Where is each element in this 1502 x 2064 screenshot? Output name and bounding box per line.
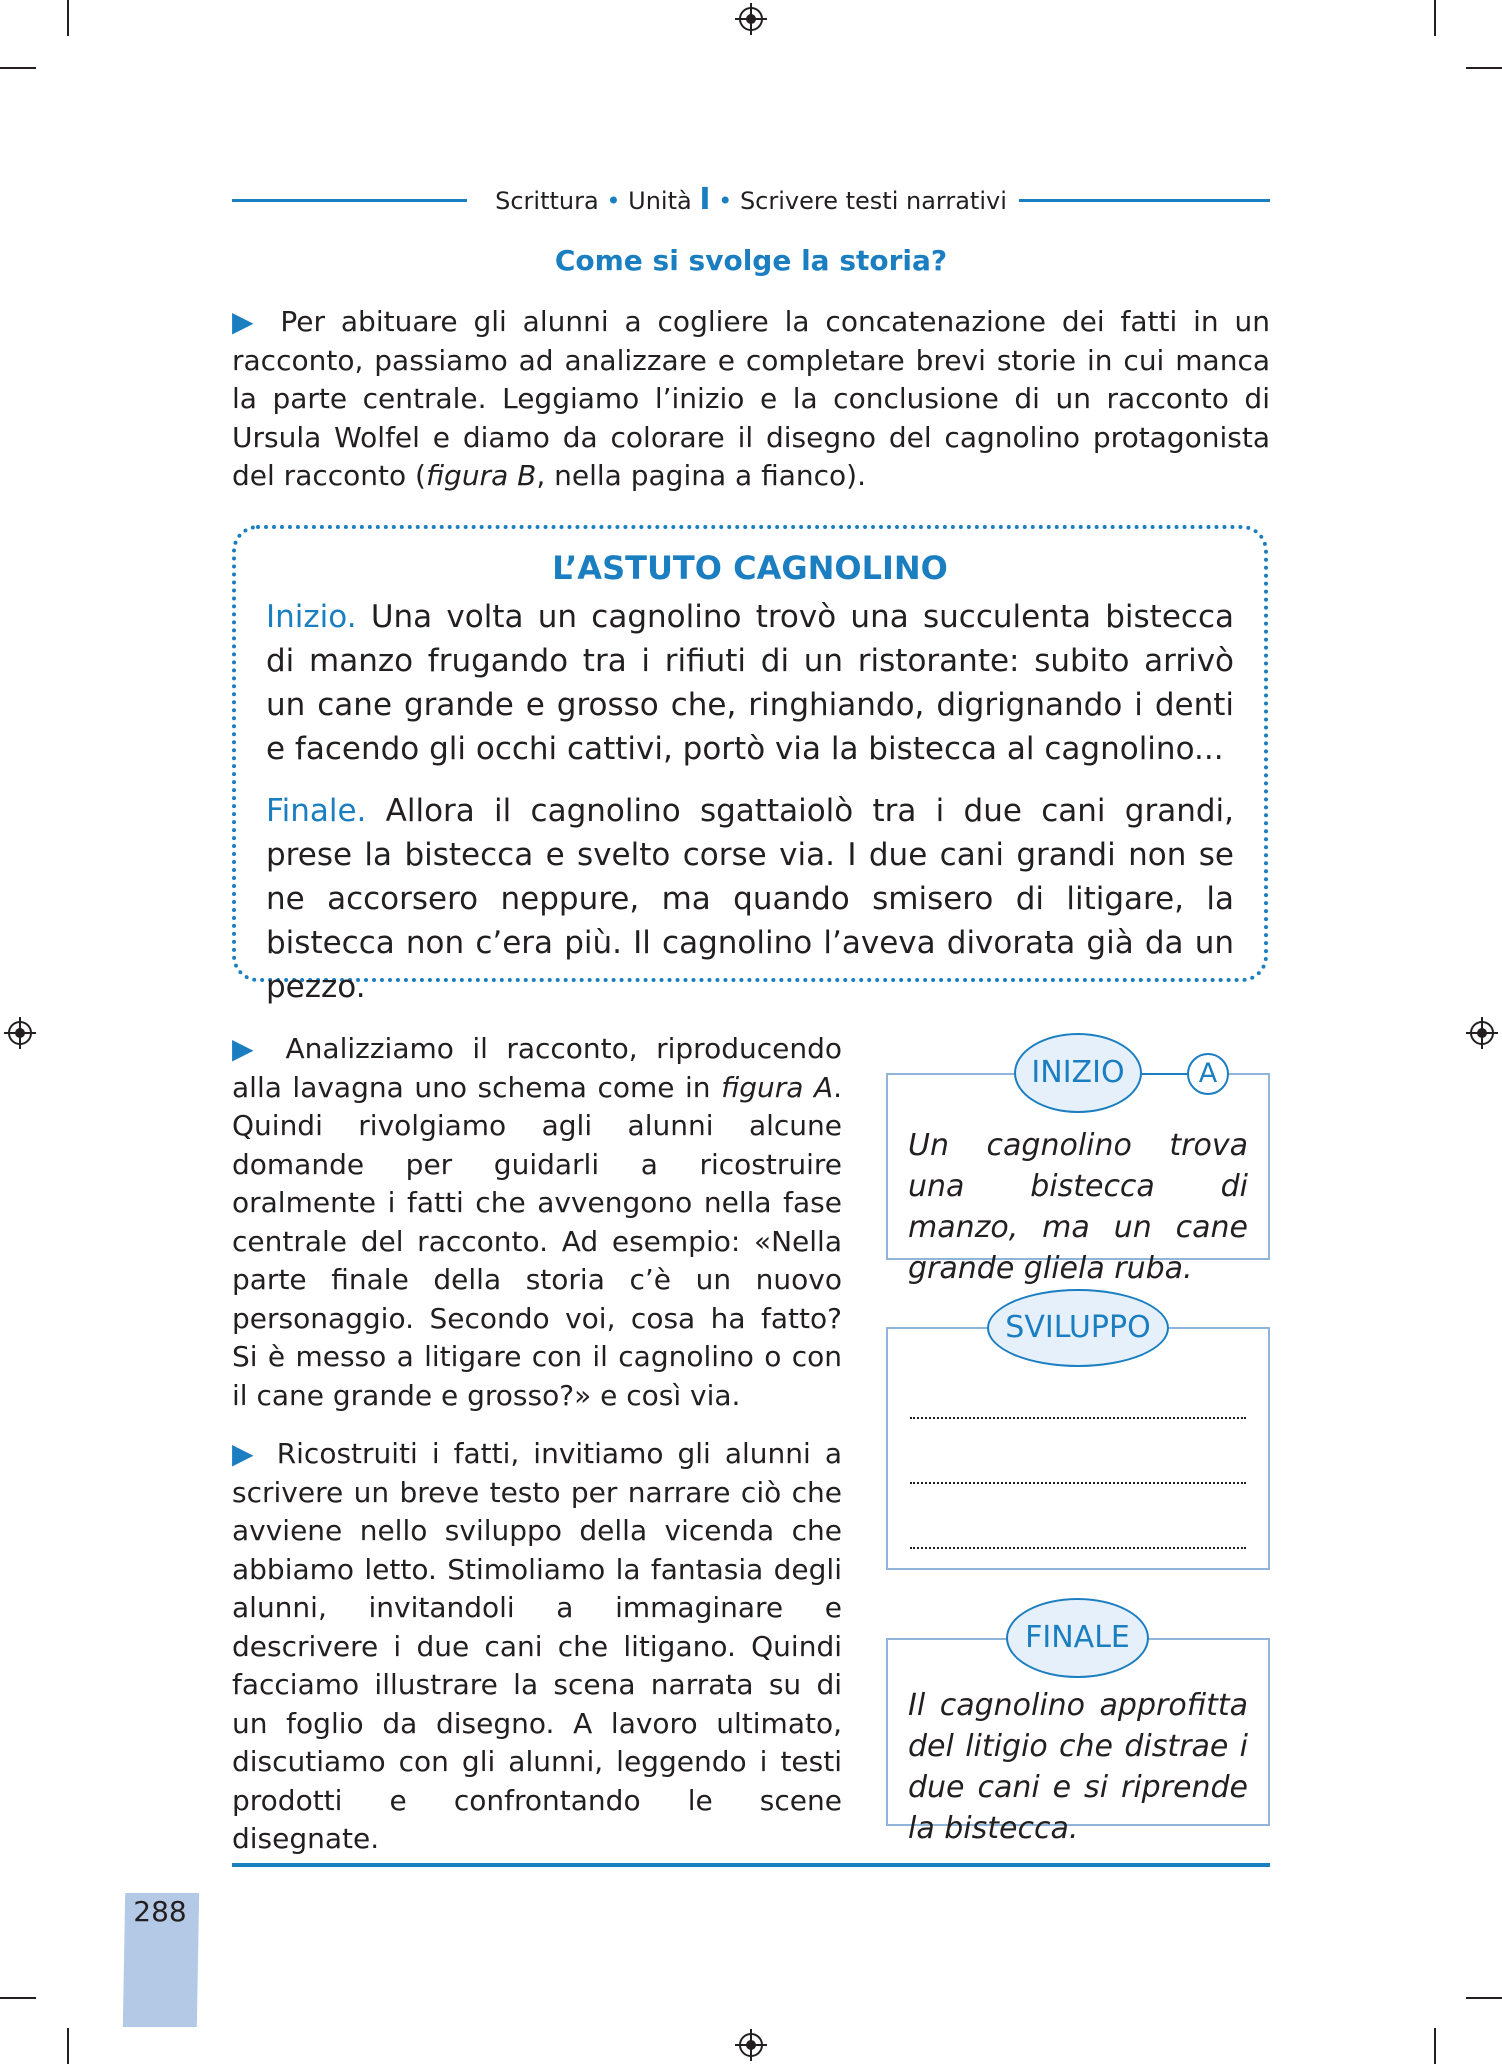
scheme-inizio-text: Un cagnolino trova una bistecca di manzo, ma un cane grande gliela ruba. xyxy=(908,1128,1248,1286)
figure-connector xyxy=(1142,1073,1188,1075)
header-section: Scrittura xyxy=(495,187,599,215)
story-inizio xyxy=(266,595,1234,771)
crop-mark xyxy=(67,2028,69,2064)
inizio-text: Una volta un cagnolino trovò una succulenta bistecca di manzo frugando tra i rifiuti di un ristorante: subito arrivò un cane grande e grosso che, ringhiando, digrignando i denti e facendo gli occhi cattivi, portò via la bistecca al cagnolino... xyxy=(266,599,1234,767)
header-unit-number: I xyxy=(699,182,711,217)
scheme-finale-text: Il cagnolino approfitta del litigio che distrae i due cani e si riprende la bistecca. xyxy=(908,1688,1248,1846)
arrow-icon: ▶ xyxy=(232,305,261,338)
running-header xyxy=(232,180,1270,220)
intro-paragraph xyxy=(232,303,1270,496)
header-separator: • xyxy=(718,187,733,215)
finale-text: Allora il cagnolino sgattaiolò tra i due cani grandi, prese la bistecca e svelto corse via. I due cani grandi non se ne accorsero neppure, ma quando smisero di litigare, la bistecca non c’era più. Il cagnolino l’aveva divorata già da un pezzo. xyxy=(266,793,1234,1005)
scheme-oval-inizio: INIZIO xyxy=(1014,1033,1142,1113)
header-separator: • xyxy=(606,187,621,215)
blank-line xyxy=(910,1547,1246,1549)
writing-paragraph xyxy=(232,1435,842,1859)
blank-line xyxy=(910,1417,1246,1419)
figure-label: A xyxy=(1187,1053,1229,1095)
header-unit-label: Unità xyxy=(628,187,692,215)
inizio-label: Inizio. xyxy=(266,599,357,635)
story-finale xyxy=(266,789,1234,1009)
story-title: L’ASTUTO CAGNOLINO xyxy=(552,549,948,587)
header-topic: Scrivere testi narrativi xyxy=(739,187,1007,215)
bottom-rule xyxy=(232,1863,1270,1867)
crop-mark xyxy=(67,0,69,36)
arrow-icon: ▶ xyxy=(232,1032,264,1065)
arrow-icon: ▶ xyxy=(232,1437,259,1470)
analysis-text: Analizziamo il racconto, riproducendo alla lavagna uno schema come in xyxy=(232,1032,842,1104)
intro-text: Per abituare gli alunni a cogliere la concatenazione dei fatti in un racconto, passiamo ad analizzare e completare brevi storie in cui manca la parte centrale. Leggiamo l’inizio e la conclusione di un racconto di Ursula Wolfel e diamo da colorare il disegno del cagnolino protagonista del racconto ( xyxy=(232,305,1270,492)
scheme-oval-sviluppo: SVILUPPO xyxy=(987,1289,1169,1367)
story-box xyxy=(232,525,1268,1005)
analysis-figure-ref: figura A xyxy=(721,1070,834,1104)
header-title xyxy=(232,182,1270,217)
analysis-text-end: . Quindi rivolgiamo agli alunni alcune domande per guidarli a ricostruire oralmente i fatti che avvengono nella fase centrale del racconto. Ad esempio: «Nella parte finale della storia c’è un nuovo personaggio. Secondo voi, cosa ha fatto? Si è messo a litigare con il cagnolino o con il cane grande e grosso?» e così via. xyxy=(232,1070,842,1412)
registration-mark-icon xyxy=(739,2033,763,2057)
page-number: 288 xyxy=(133,1895,187,1928)
blank-line xyxy=(910,1482,1246,1484)
registration-mark-icon xyxy=(1470,1021,1494,1045)
writing-text: Ricostruiti i fatti, invitiamo gli alunni a scrivere un breve testo per narrare ciò che avviene nello sviluppo della vicenda che abbiamo letto. Stimoliamo la fantasia degli alunni, invitandoli a immaginare e descrivere i due cani che litigano. Quindi facciamo illustrare la scena narrata su di un foglio da disegno. A lavoro ultimato, discutiamo con gli alunni, leggendo i testi prodotti e confrontando le scene disegnate. xyxy=(232,1437,842,1855)
crop-mark xyxy=(1466,67,1502,69)
intro-text-end: , nella pagina a fianco). xyxy=(536,459,866,492)
registration-mark-icon xyxy=(8,1021,32,1045)
crop-mark xyxy=(1466,1997,1502,1999)
intro-figure-ref: figura B xyxy=(425,459,537,492)
registration-mark-icon xyxy=(739,7,763,31)
crop-mark xyxy=(0,1997,36,1999)
scheme-oval-finale: FINALE xyxy=(1006,1598,1149,1678)
section-heading: Come si svolge la storia? xyxy=(554,244,948,277)
crop-mark xyxy=(1434,0,1436,36)
analysis-paragraph xyxy=(232,1030,842,1415)
crop-mark xyxy=(1434,2028,1436,2064)
finale-label: Finale. xyxy=(266,793,367,829)
crop-mark xyxy=(0,67,36,69)
